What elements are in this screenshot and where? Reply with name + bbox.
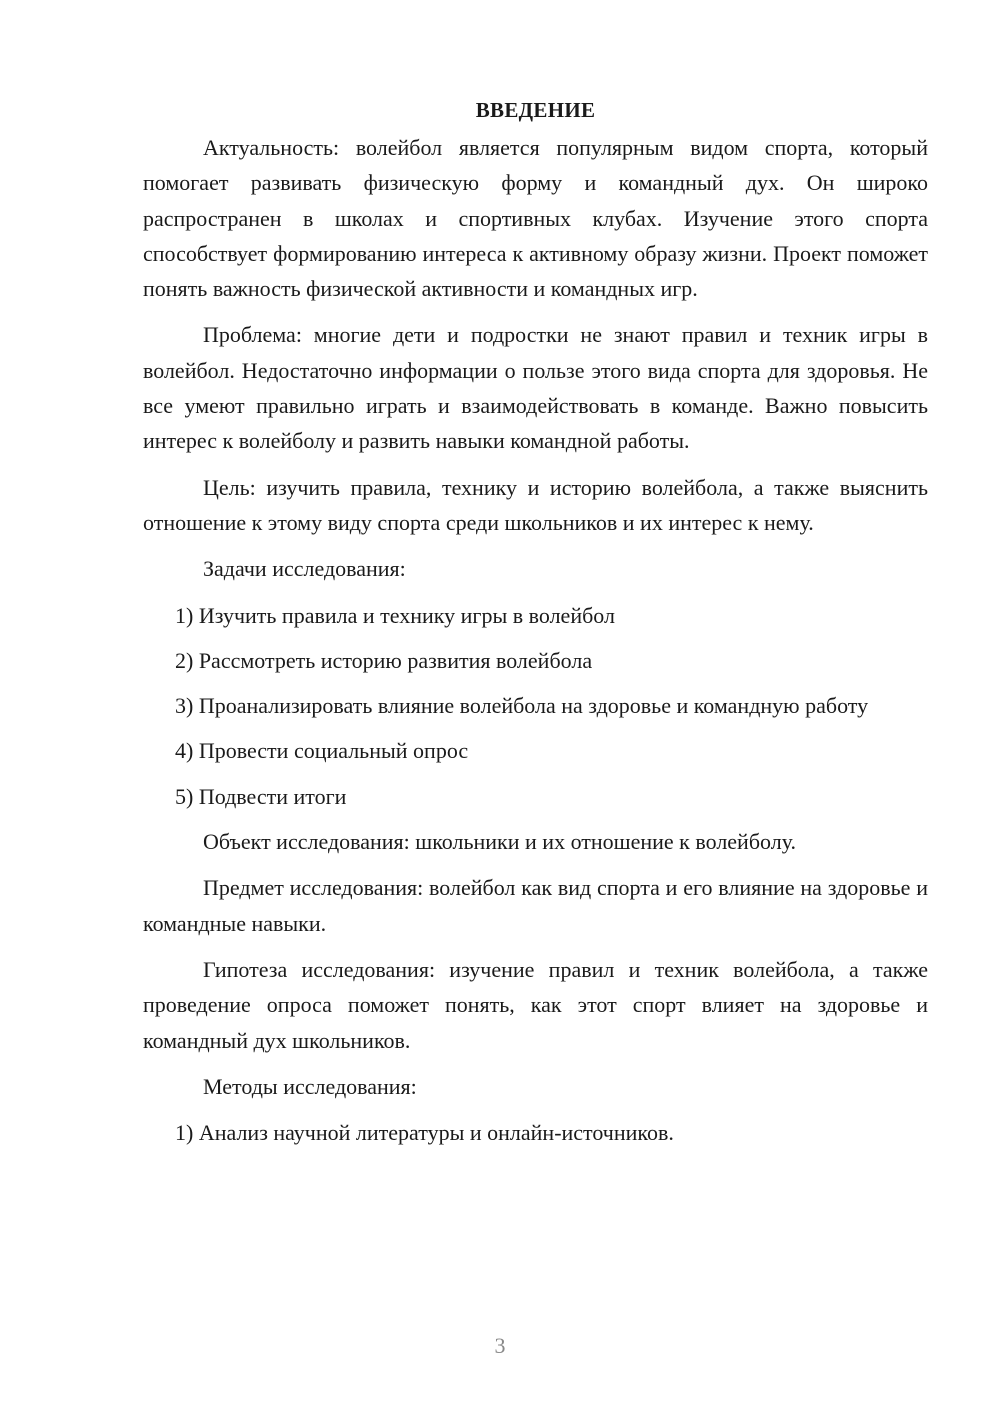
method-item: 1) Анализ научной литературы и онлайн-источников. (175, 1120, 674, 1146)
methods-title: Методы исследования: (203, 1073, 417, 1099)
problem-paragraph: Проблема: многие дети и подростки не знают правил и техник игры в волейбол. Недостаточно информации о пользе этого вида спорта для здоровья. Не все умеют правильно играть и взаимодействовать в команде. Важно повысить интерес к волейболу и развить навыки командной работы. (143, 322, 928, 454)
goal-paragraph: Цель: изучить правила, технику и историю волейбола, а также выяснить отношение к этому виду спорта среди школьников и их интерес к нему. (143, 474, 928, 535)
task-item: 3) Проанализировать влияние волейбола на здоровье и командную работу (175, 693, 869, 719)
subject-paragraph: Предмет исследования: волейбол как вид спорта и его влияние на здоровье и командные навыки. (143, 875, 928, 936)
task-item: 2) Рассмотреть историю развития волейбола (175, 647, 593, 673)
task-item: 4) Провести социальный опрос (175, 738, 469, 764)
tasks-title: Задачи исследования: (203, 556, 406, 582)
relevance-paragraph: Актуальность: волейбол является популярным видом спорта, который помогает развивать физическую форму и командный дух. Он широко распространен в школах и спортивных клубах. Изучение этого спорта способствует формированию интереса к активному образу жизни. Проект поможет понять важность физической активности и командных игр. (143, 135, 928, 302)
page-content (143, 93, 928, 1160)
hypothesis-paragraph: Гипотеза исследования: изучение правил и техник волейбола, а также проведение опроса поможет понять, как этот спорт влияет на здоровье и командный дух школьников. (143, 956, 928, 1053)
page-number: 3 (494, 1333, 506, 1358)
task-item: 5) Подвести итоги (175, 783, 347, 809)
section-heading: ВВЕДЕНИЕ (475, 98, 596, 122)
object-paragraph: Объект исследования: школьники и их отношение к волейболу. (203, 829, 797, 855)
task-item: 1) Изучить правила и технику игры в волейбол (175, 602, 615, 628)
